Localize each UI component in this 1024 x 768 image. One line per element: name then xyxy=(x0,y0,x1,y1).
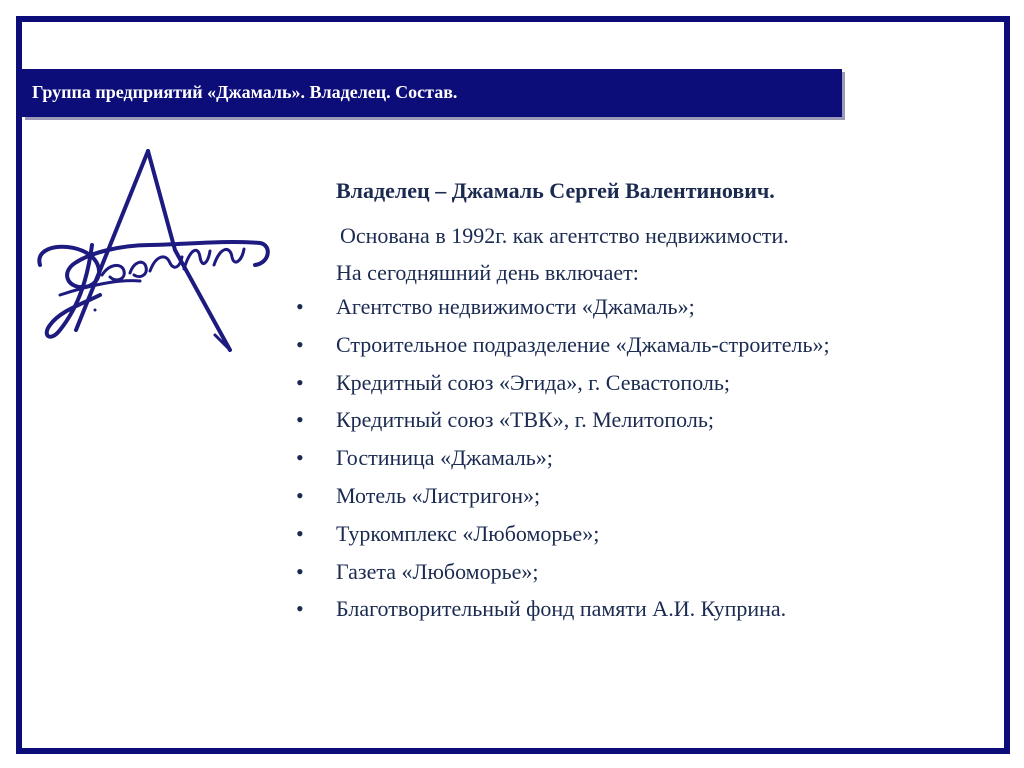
slide-title: Группа предприятий «Джамаль». Владелец. Состав. xyxy=(32,82,458,102)
bullet-icon: • xyxy=(296,407,304,433)
bullet-icon: • xyxy=(296,596,304,622)
dzhamal-logo xyxy=(30,145,275,360)
title-bar xyxy=(22,69,842,117)
today-line: На сегодняшний день включает: xyxy=(336,260,639,285)
bullet-icon: • xyxy=(296,331,304,357)
bullet-icon: • xyxy=(296,520,304,546)
bullet-icon: • xyxy=(296,445,304,471)
bullet-icon: • xyxy=(296,294,304,319)
bullet-icon: • xyxy=(296,558,304,584)
bullet-icon: • xyxy=(296,482,304,508)
owner-line: Владелец – Джамаль Сергей Валентинович. xyxy=(336,178,775,203)
founded-line: Основана в 1992г. как агентство недвижимости. xyxy=(340,223,789,248)
bullet-icon: • xyxy=(296,369,304,395)
